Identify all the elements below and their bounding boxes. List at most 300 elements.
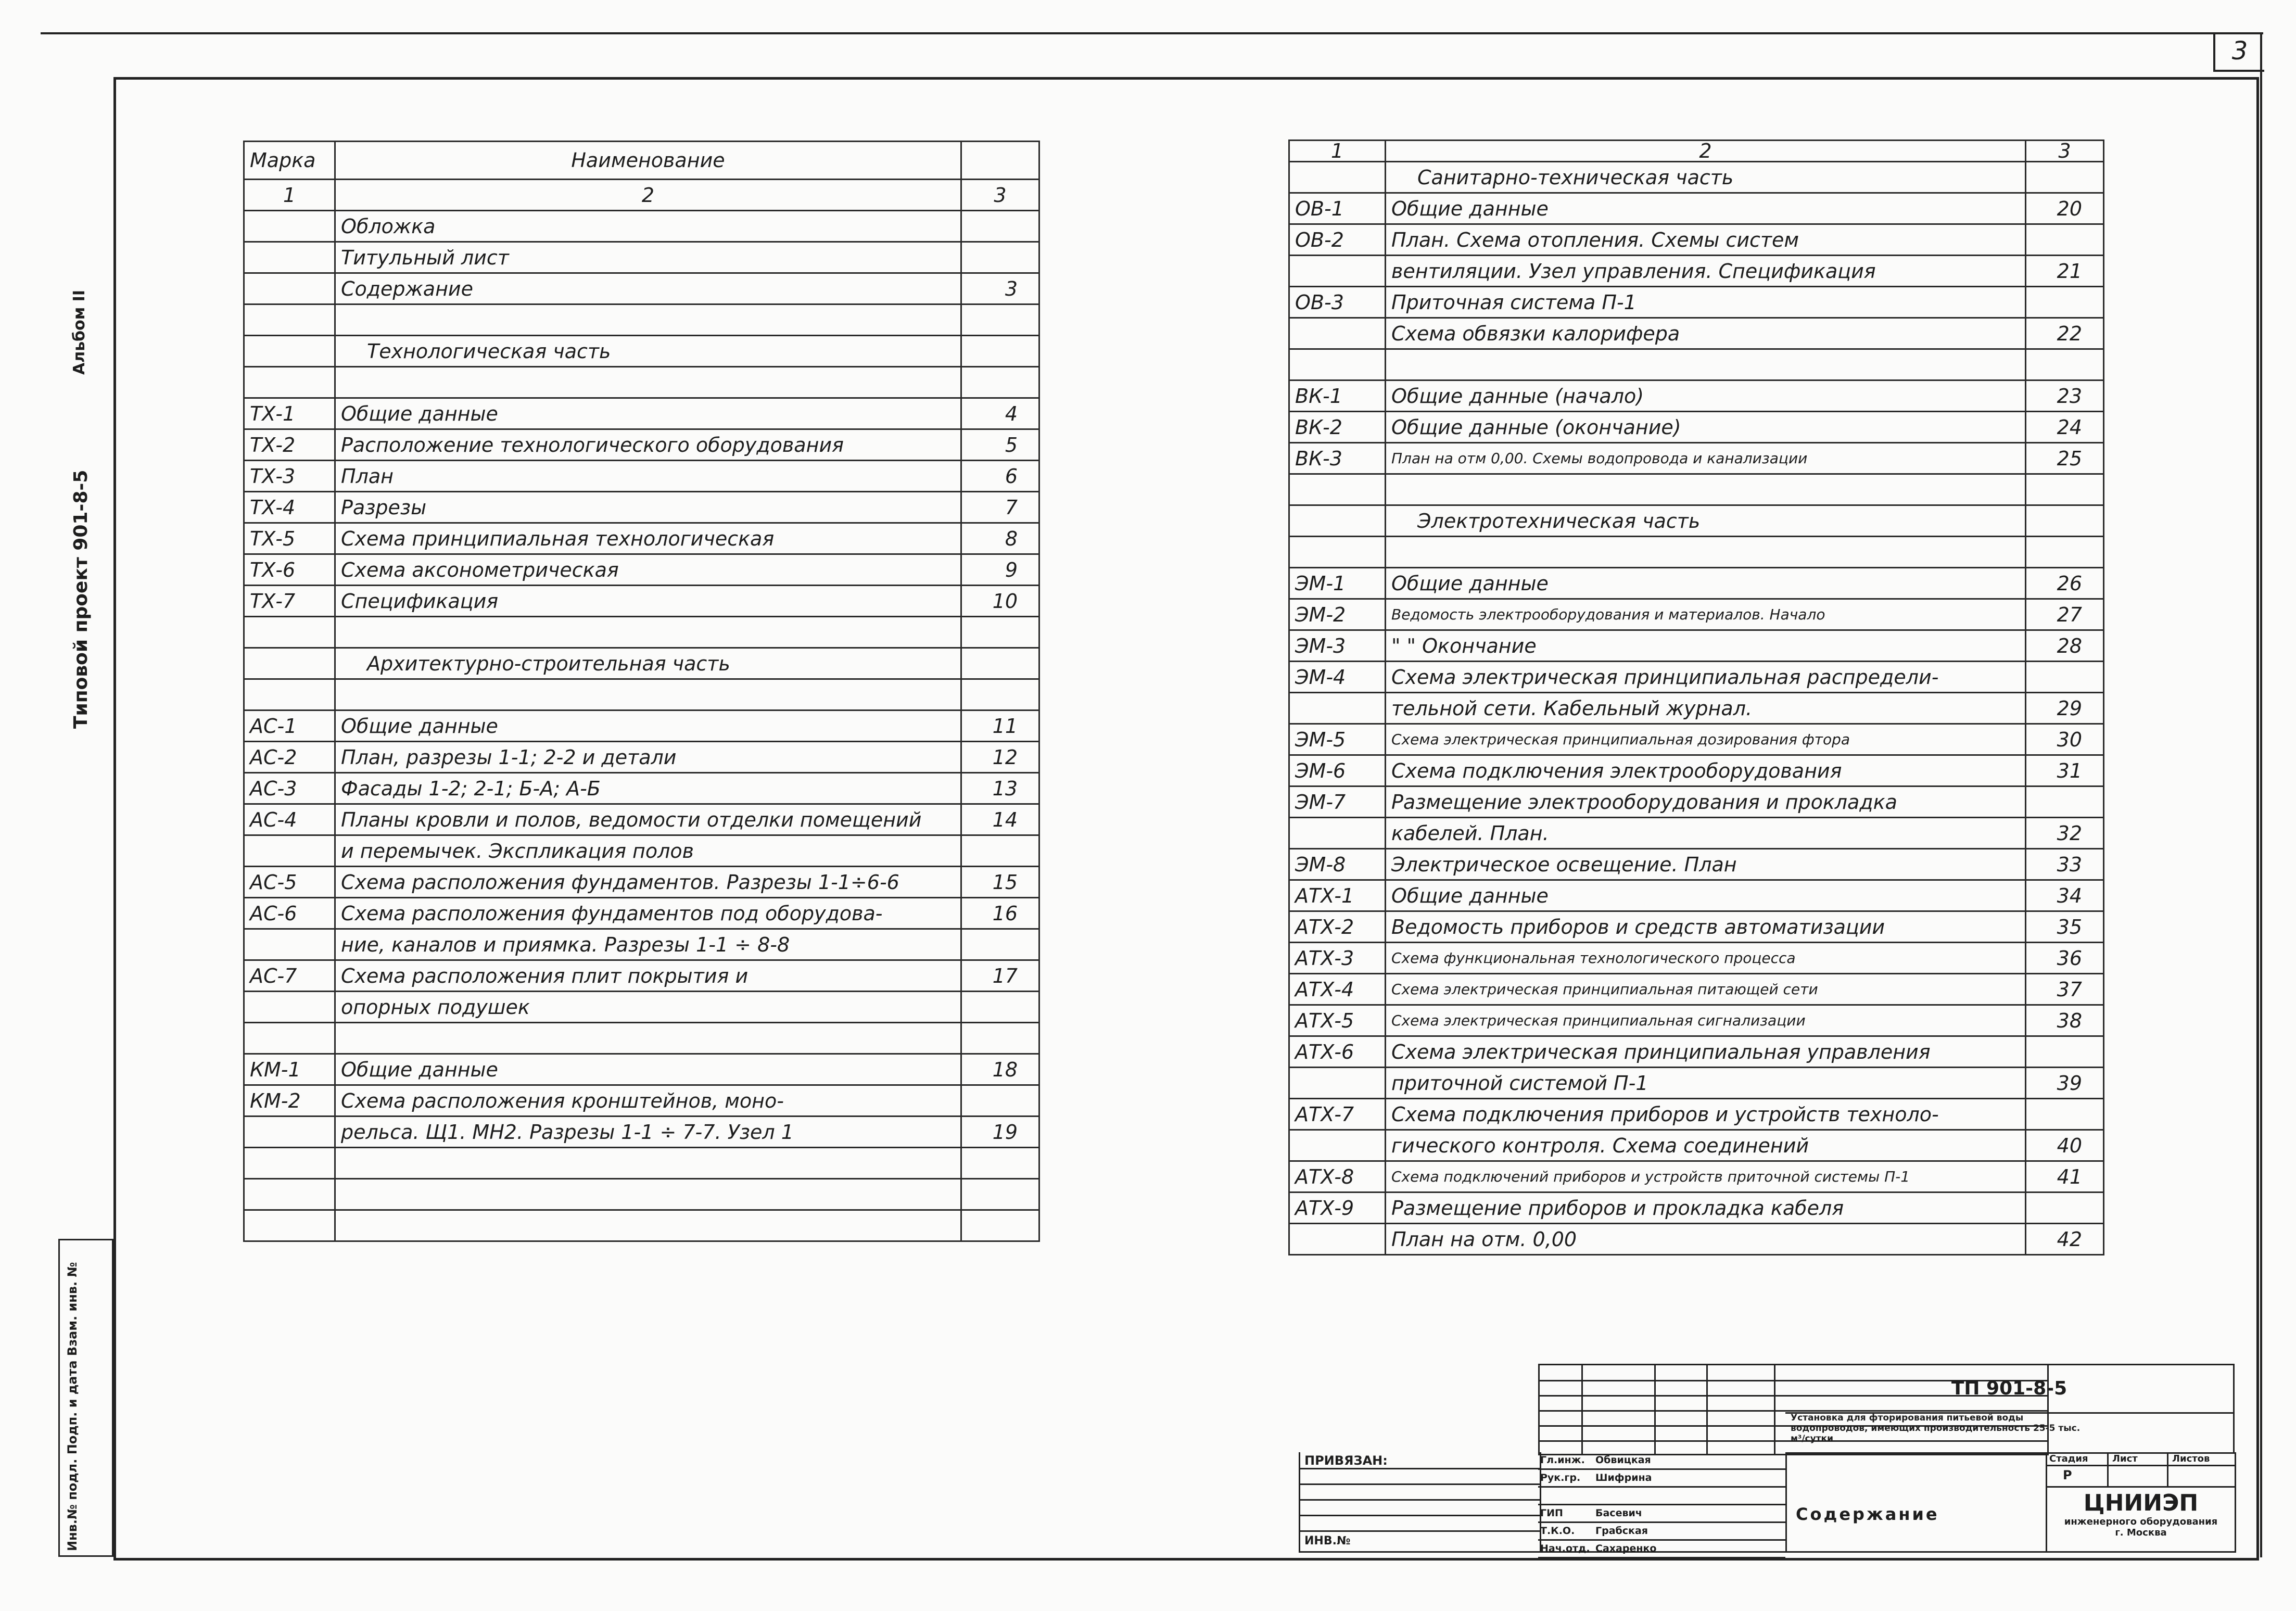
row-mark	[1289, 537, 1386, 568]
section-title: Архитектурно-строительная часть	[335, 648, 961, 679]
row-name: Схема подключения электрооборудования	[1386, 755, 2026, 787]
organization-name: ЦНИИЭП	[2083, 1490, 2199, 1516]
row-page: 29	[2026, 693, 2104, 724]
table-row	[1289, 693, 2104, 724]
row-page: 23	[2026, 380, 2104, 412]
title-block	[1299, 1364, 2233, 1554]
row-page	[2026, 1193, 2104, 1224]
index-col2: 2	[1386, 141, 2026, 162]
table-row	[1289, 1193, 2104, 1224]
row-page	[961, 1148, 1039, 1179]
row-name: Схема электрическая принципиальная питающей сети	[1386, 974, 2026, 1005]
row-page: 35	[2026, 911, 2104, 943]
row-page	[2026, 1099, 2104, 1130]
row-mark: ТХ-7	[244, 586, 335, 617]
table-row	[1289, 662, 2104, 693]
row-page: 17	[961, 960, 1039, 992]
object-description-cell	[1785, 1411, 2235, 1454]
row-page	[961, 679, 1039, 711]
row-name: опорных подушек	[335, 992, 961, 1023]
row-mark: АТХ-6	[1289, 1036, 1386, 1068]
row-name: Схема электрическая принципиальная сигнализации	[1386, 1005, 2026, 1036]
table-row	[1289, 755, 2104, 787]
signature-name: Грабская	[1595, 1525, 1648, 1537]
table-row	[244, 742, 1039, 773]
row-name: Содержание	[335, 273, 961, 305]
row-page: 21	[2026, 256, 2104, 287]
table-row	[244, 617, 1039, 648]
table-row	[1289, 880, 2104, 911]
project-code-cell	[1785, 1364, 2235, 1414]
row-name: приточной системой П-1	[1386, 1068, 2026, 1099]
row-name: Разрезы	[335, 492, 961, 523]
row-mark: АТХ-7	[1289, 1099, 1386, 1130]
signature-name: Шифрина	[1595, 1472, 1652, 1483]
table-row	[1289, 1005, 2104, 1036]
row-name: Общие данные	[335, 711, 961, 742]
row-mark	[244, 367, 335, 398]
row-name	[335, 1179, 961, 1210]
row-mark	[244, 1117, 335, 1148]
stage-label: Стадия	[2049, 1453, 2088, 1464]
row-mark	[244, 211, 335, 242]
table-row	[244, 242, 1039, 273]
table-row	[1289, 1068, 2104, 1099]
row-page: 9	[961, 554, 1039, 586]
table-row	[244, 523, 1039, 554]
sheet-title-cell	[1785, 1452, 2046, 1553]
row-mark	[244, 679, 335, 711]
row-page: 4	[961, 398, 1039, 429]
row-name	[335, 1210, 961, 1241]
header-name: Наименование	[335, 142, 961, 180]
signature-row	[1538, 1505, 1785, 1523]
row-name	[1386, 349, 2026, 380]
table-row	[244, 429, 1039, 461]
row-page	[961, 211, 1039, 242]
table-row	[1289, 443, 2104, 474]
table-row	[1289, 818, 2104, 849]
row-name: План, разрезы 1-1; 2-2 и детали	[335, 742, 961, 773]
row-page: 15	[961, 867, 1039, 898]
table-row	[244, 773, 1039, 804]
row-mark: ЭМ-7	[1289, 787, 1386, 818]
table-row	[244, 992, 1039, 1023]
table-row	[1289, 943, 2104, 974]
table-row	[244, 398, 1039, 429]
signature-row	[1538, 1523, 1785, 1541]
row-mark	[244, 305, 335, 336]
signature-row	[1538, 1488, 1785, 1505]
row-name: Общие данные	[1386, 880, 2026, 911]
row-name: Схема расположения плит покрытия и	[335, 960, 961, 992]
row-page	[2026, 1036, 2104, 1068]
row-mark: АТХ-5	[1289, 1005, 1386, 1036]
row-name: и перемычек. Экспликация полов	[335, 835, 961, 867]
row-mark: ТХ-1	[244, 398, 335, 429]
row-name: План на отм 0,00. Схемы водопровода и канализации	[1386, 443, 2026, 474]
table-row	[1289, 568, 2104, 599]
archive-strip-label: Инв.№ подл. Подп. и дата Взам. инв. №	[65, 1262, 80, 1551]
table-row	[1289, 1036, 2104, 1068]
row-mark: ЭМ-6	[1289, 755, 1386, 787]
row-mark	[1289, 1068, 1386, 1099]
row-page: 38	[2026, 1005, 2104, 1036]
table-row	[1289, 474, 2104, 505]
row-page: 18	[961, 1054, 1039, 1085]
signature-row	[1538, 1541, 1785, 1558]
row-page: 6	[961, 461, 1039, 492]
row-mark: АС-7	[244, 960, 335, 992]
row-mark	[244, 1210, 335, 1241]
row-mark: ТХ-6	[244, 554, 335, 586]
row-mark: АТХ-8	[1289, 1161, 1386, 1193]
table-row	[244, 929, 1039, 960]
row-mark	[1289, 505, 1386, 537]
row-name: Общие данные	[1386, 568, 2026, 599]
row-name	[335, 305, 961, 336]
row-mark: ТХ-3	[244, 461, 335, 492]
table-row	[1289, 318, 2104, 349]
row-mark	[244, 1023, 335, 1054]
table-row	[244, 1148, 1039, 1179]
table-row	[244, 1210, 1039, 1241]
row-mark: ЭМ-1	[1289, 568, 1386, 599]
row-page: 10	[961, 586, 1039, 617]
row-mark: ЭМ-4	[1289, 662, 1386, 693]
signature-role: ГИП	[1540, 1507, 1563, 1519]
table-row	[244, 711, 1039, 742]
row-page: 39	[2026, 1068, 2104, 1099]
row-page: 20	[2026, 193, 2104, 224]
row-page: 13	[961, 773, 1039, 804]
row-name: Схема расположения фундаментов под оборудова-	[335, 898, 961, 929]
row-name: Схема обвязки калорифера	[1386, 318, 2026, 349]
row-name: Размещение приборов и прокладка кабеля	[1386, 1193, 2026, 1224]
organization-city: г. Москва	[2115, 1527, 2167, 1538]
row-mark	[244, 617, 335, 648]
row-mark	[244, 242, 335, 273]
row-page	[2026, 162, 2104, 193]
row-name: Приточная система П-1	[1386, 287, 2026, 318]
row-name: Общие данные	[335, 398, 961, 429]
row-mark	[1289, 1130, 1386, 1161]
row-page: 24	[2026, 412, 2104, 443]
table-row	[1289, 505, 2104, 537]
row-mark: ЭМ-8	[1289, 849, 1386, 880]
table-row	[1289, 349, 2104, 380]
row-page: 28	[2026, 630, 2104, 662]
row-name: Схема расположения фундаментов. Разрезы 1-1÷6-6	[335, 867, 961, 898]
project-side-label: Типовой проект 901-8-5	[70, 470, 92, 729]
stage-divider-2	[2167, 1452, 2168, 1486]
row-name: Ведомость приборов и средств автоматизации	[1386, 911, 2026, 943]
row-mark	[1289, 349, 1386, 380]
table-row	[1289, 599, 2104, 630]
table-row	[244, 1085, 1039, 1117]
row-name: тельной сети. Кабельный журнал.	[1386, 693, 2026, 724]
row-mark: АТХ-9	[1289, 1193, 1386, 1224]
signature-role: Гл.инж.	[1540, 1454, 1585, 1466]
table-row	[244, 1179, 1039, 1210]
row-name	[335, 679, 961, 711]
row-mark: ОВ-2	[1289, 224, 1386, 256]
row-page: 16	[961, 898, 1039, 929]
table-row	[1289, 630, 2104, 662]
privyazan-label: ПРИВЯЗАН:	[1304, 1453, 1388, 1468]
row-name: Ведомость электрооборудования и материалов. Начало	[1386, 599, 2026, 630]
table-row	[1289, 974, 2104, 1005]
row-mark	[244, 929, 335, 960]
table-row	[244, 1054, 1039, 1085]
album-side-label: Альбом II	[70, 289, 88, 375]
row-mark: ВК-1	[1289, 380, 1386, 412]
row-mark	[244, 992, 335, 1023]
table-row	[244, 835, 1039, 867]
row-mark: ТХ-5	[244, 523, 335, 554]
table-row	[1289, 162, 2104, 193]
table-row	[244, 305, 1039, 336]
row-page: 40	[2026, 1130, 2104, 1161]
table-row	[1289, 224, 2104, 256]
row-name	[1386, 474, 2026, 505]
table-row	[244, 211, 1039, 242]
header-blank	[961, 142, 1039, 180]
row-page	[961, 367, 1039, 398]
table-row	[244, 867, 1039, 898]
row-page: 31	[2026, 755, 2104, 787]
row-page	[2026, 505, 2104, 537]
table-row	[244, 367, 1039, 398]
row-mark	[1289, 318, 1386, 349]
table-row	[244, 648, 1039, 679]
organization-sub: инженерного оборудования	[2064, 1516, 2218, 1527]
row-mark: АТХ-4	[1289, 974, 1386, 1005]
row-mark: ОВ-3	[1289, 287, 1386, 318]
row-page: 33	[2026, 849, 2104, 880]
row-name: Общие данные (начало)	[1386, 380, 2026, 412]
row-mark: ЭМ-5	[1289, 724, 1386, 755]
row-page: 36	[2026, 943, 2104, 974]
stage-grid	[2046, 1452, 2236, 1488]
header-mark: Марка	[244, 142, 335, 180]
table-row	[1289, 256, 2104, 287]
table-row	[244, 336, 1039, 367]
right-border-line	[2260, 32, 2262, 1557]
row-page: 30	[2026, 724, 2104, 755]
row-page: 8	[961, 523, 1039, 554]
index-col2: 2	[335, 180, 961, 211]
contents-table-right	[1288, 139, 2104, 1255]
signature-row	[1538, 1452, 1785, 1470]
row-page	[961, 336, 1039, 367]
row-mark: АТХ-1	[1289, 880, 1386, 911]
table-row	[1289, 1099, 2104, 1130]
table-row	[244, 554, 1039, 586]
row-page	[961, 929, 1039, 960]
row-page	[961, 1023, 1039, 1054]
row-name: кабелей. План.	[1386, 818, 2026, 849]
row-name: гического контроля. Схема соединений	[1386, 1130, 2026, 1161]
row-mark: АТХ-2	[1289, 911, 1386, 943]
row-mark: АС-1	[244, 711, 335, 742]
row-page	[2026, 349, 2104, 380]
row-mark	[244, 1179, 335, 1210]
row-page	[2026, 787, 2104, 818]
table-row	[244, 1023, 1039, 1054]
table-row	[1289, 1130, 2104, 1161]
row-mark	[1289, 818, 1386, 849]
row-mark: АТХ-3	[1289, 943, 1386, 974]
stage-value: Р	[2063, 1468, 2072, 1482]
row-name: Титульный лист	[335, 242, 961, 273]
row-name: План. Схема отопления. Схемы систем	[1386, 224, 2026, 256]
table-row	[244, 273, 1039, 305]
row-name: " " Окончание	[1386, 630, 2026, 662]
row-mark	[1289, 693, 1386, 724]
row-page: 14	[961, 804, 1039, 835]
row-name: Электрическое освещение. План	[1386, 849, 2026, 880]
row-name: рельса. Щ1. МН2. Разрезы 1-1 ÷ 7-7. Узел 1	[335, 1117, 961, 1148]
row-name: Схема электрическая принципиальная управления	[1386, 1036, 2026, 1068]
section-title: Электротехническая часть	[1386, 505, 2026, 537]
row-page: 11	[961, 711, 1039, 742]
row-page: 27	[2026, 599, 2104, 630]
row-page: 5	[961, 429, 1039, 461]
row-name: Общие данные	[1386, 193, 2026, 224]
table-row	[244, 1117, 1039, 1148]
row-name	[335, 1148, 961, 1179]
table-row	[244, 492, 1039, 523]
row-mark	[244, 648, 335, 679]
page-number: 3	[2231, 36, 2248, 66]
row-name: Спецификация	[335, 586, 961, 617]
row-mark: АС-2	[244, 742, 335, 773]
row-mark: ОВ-1	[1289, 193, 1386, 224]
table-row	[244, 804, 1039, 835]
table-row	[1289, 849, 2104, 880]
row-page	[961, 1210, 1039, 1241]
index-col1: 1	[1289, 141, 1386, 162]
signature-name: Обвицкая	[1595, 1454, 1651, 1466]
sheet-label: Лист	[2112, 1453, 2138, 1464]
row-page: 22	[2026, 318, 2104, 349]
row-page	[2026, 287, 2104, 318]
signature-name: Сахаренко	[1595, 1543, 1657, 1554]
row-mark: ЭМ-3	[1289, 630, 1386, 662]
row-page	[961, 1179, 1039, 1210]
stage-divider-1	[2107, 1452, 2109, 1486]
section-title: Технологическая часть	[335, 336, 961, 367]
row-page	[961, 992, 1039, 1023]
row-page: 41	[2026, 1161, 2104, 1193]
row-mark: КМ-2	[244, 1085, 335, 1117]
row-mark: АС-4	[244, 804, 335, 835]
row-page: 3	[961, 273, 1039, 305]
row-mark: ТХ-4	[244, 492, 335, 523]
project-code: ТП 901-8-5	[1951, 1378, 2067, 1399]
row-page	[2026, 662, 2104, 693]
table-row	[1289, 193, 2104, 224]
row-mark	[1289, 1224, 1386, 1255]
row-mark	[244, 273, 335, 305]
row-mark	[244, 336, 335, 367]
row-page: 12	[961, 742, 1039, 773]
table-row	[244, 586, 1039, 617]
table-row	[1289, 412, 2104, 443]
row-mark: АС-3	[244, 773, 335, 804]
row-name: Схема аксонометрическая	[335, 554, 961, 586]
signature-name: Басевич	[1595, 1507, 1642, 1519]
row-page: 32	[2026, 818, 2104, 849]
row-page	[2026, 224, 2104, 256]
row-page: 34	[2026, 880, 2104, 911]
stage-divider-h	[2047, 1465, 2235, 1466]
table-row	[1289, 787, 2104, 818]
index-col3: 3	[2026, 141, 2104, 162]
row-name: Общие данные	[335, 1054, 961, 1085]
row-page	[961, 1085, 1039, 1117]
row-mark: КМ-1	[244, 1054, 335, 1085]
row-mark	[244, 835, 335, 867]
row-mark	[1289, 474, 1386, 505]
table-row	[244, 960, 1039, 992]
row-name: План	[335, 461, 961, 492]
table-row	[1289, 287, 2104, 318]
row-name: Расположение технологического оборудования	[335, 429, 961, 461]
right-index-row	[1289, 141, 2104, 162]
index-col1: 1	[244, 180, 335, 211]
table-row	[1289, 380, 2104, 412]
row-name: Схема электрическая принципиальная распредели-	[1386, 662, 2026, 693]
row-name: Схема подключений приборов и устройств приточной системы П-1	[1386, 1161, 2026, 1193]
sheets-label: Листов	[2172, 1453, 2210, 1464]
signature-role: Рук.гр.	[1540, 1472, 1581, 1483]
row-page	[961, 305, 1039, 336]
row-name: Схема принципиальная технологическая	[335, 523, 961, 554]
table-row	[244, 898, 1039, 929]
row-page: 25	[2026, 443, 2104, 474]
row-page	[2026, 537, 2104, 568]
row-name: Схема расположения кронштейнов, моно-	[335, 1085, 961, 1117]
row-name: План на отм. 0,00	[1386, 1224, 2026, 1255]
row-name: Общие данные (окончание)	[1386, 412, 2026, 443]
table-row	[244, 679, 1039, 711]
page-number-box	[2213, 32, 2264, 72]
row-name	[1386, 537, 2026, 568]
row-page: 19	[961, 1117, 1039, 1148]
table-row	[244, 461, 1039, 492]
row-mark	[1289, 256, 1386, 287]
row-mark: ЭМ-2	[1289, 599, 1386, 630]
row-mark: ВК-2	[1289, 412, 1386, 443]
row-page: 37	[2026, 974, 2104, 1005]
row-name: Схема функциональная технологического процесса	[1386, 943, 2026, 974]
row-name	[335, 367, 961, 398]
sheet-title: Содержание	[1796, 1504, 1939, 1524]
row-page: 26	[2026, 568, 2104, 599]
row-name: Схема подключения приборов и устройств техноло-	[1386, 1099, 2026, 1130]
row-page	[961, 242, 1039, 273]
row-name	[335, 617, 961, 648]
index-col3: 3	[961, 180, 1039, 211]
row-mark	[1289, 162, 1386, 193]
row-name	[335, 1023, 961, 1054]
row-name: Планы кровли и полов, ведомости отделки помещений	[335, 804, 961, 835]
row-name: Схема электрическая принципиальная дозирования фтора	[1386, 724, 2026, 755]
row-mark: АС-5	[244, 867, 335, 898]
object-description: Установка для фторирования питьевой воды водопроводов, имеющих производительность 25-5 тыс. м³/сутки	[1791, 1413, 2081, 1444]
